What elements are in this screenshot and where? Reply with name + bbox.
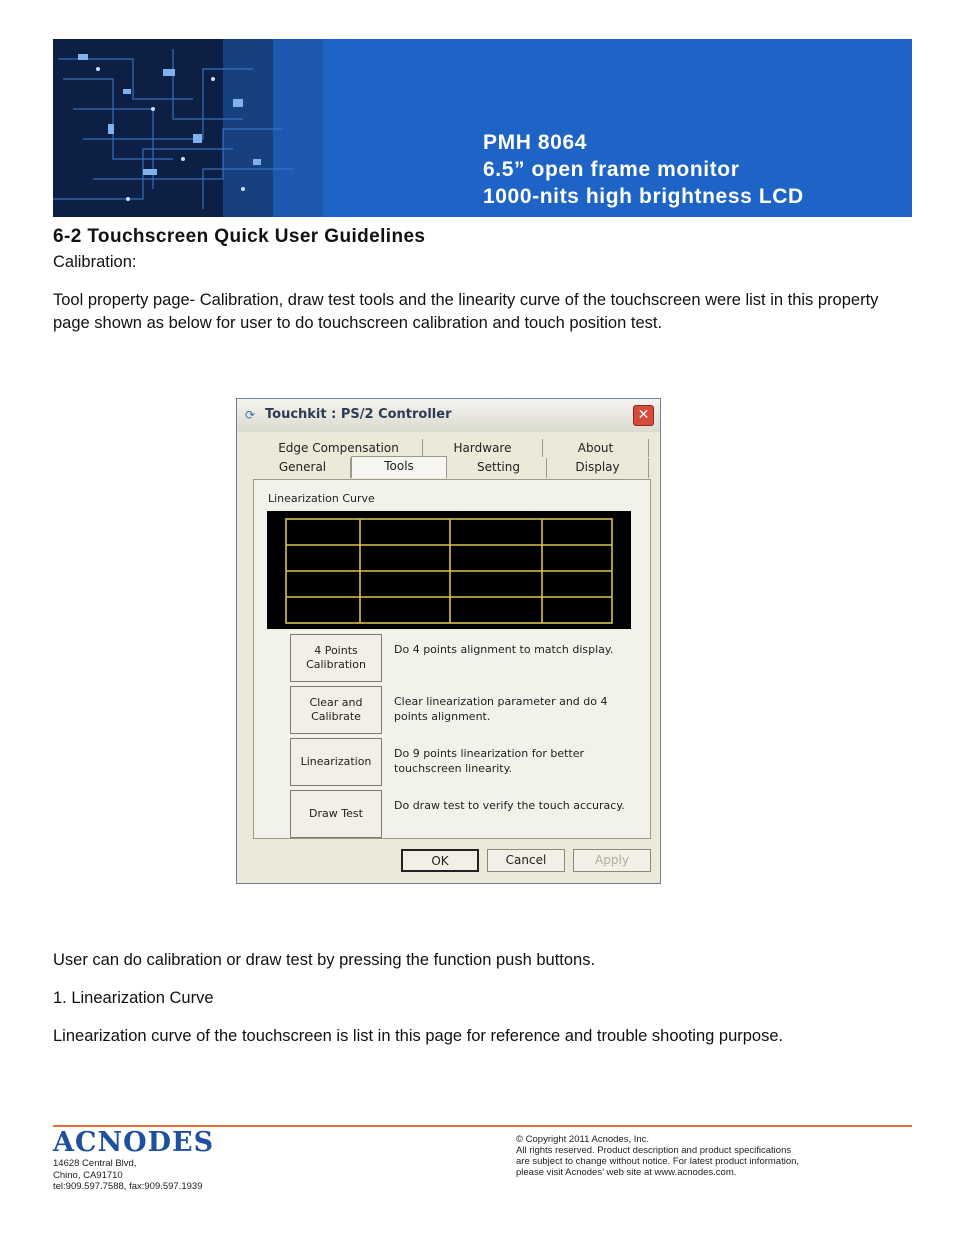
intro-paragraph: Tool property page- Calibration, draw test tools and the linearity curve of the touchscreen were list in this property page shown as below for user to do touchscreen calibration and touch position test. bbox=[53, 291, 879, 332]
tab-setting[interactable]: Setting bbox=[451, 458, 547, 478]
legal-line-1: © Copyright 2011 Acnodes, Inc. bbox=[516, 1134, 650, 1145]
legal-line-3: are subject to change without notice. For latest product information, bbox=[516, 1156, 800, 1167]
cancel-button[interactable]: Cancel bbox=[487, 849, 565, 872]
tab-about[interactable]: About bbox=[543, 439, 649, 457]
ok-button[interactable]: OK bbox=[401, 849, 479, 872]
four-points-calibration-button[interactable]: 4 Points Calibration bbox=[290, 634, 382, 682]
product-description: 6.5” open frame monitor bbox=[483, 158, 740, 181]
copyright-notice bbox=[516, 1134, 799, 1178]
address-line-2: Chino, CA91710 bbox=[53, 1169, 123, 1181]
linearization-grid bbox=[267, 511, 631, 629]
tab-tools[interactable]: Tools bbox=[351, 456, 447, 478]
tools-panel bbox=[253, 479, 651, 839]
close-button[interactable] bbox=[633, 405, 654, 426]
close-icon: ✕ bbox=[637, 407, 650, 423]
product-title-block bbox=[483, 129, 804, 210]
clear-and-calibrate-button[interactable]: Clear and Calibrate bbox=[290, 686, 382, 734]
product-feature: 1000-nits high brightness LCD bbox=[483, 185, 804, 208]
four-points-calibration-desc: Do 4 points alignment to match display. bbox=[394, 643, 614, 656]
company-address bbox=[53, 1158, 203, 1193]
address-line-1: 14628 Central Blvd, bbox=[53, 1158, 137, 1169]
apply-button[interactable]: Apply bbox=[573, 849, 651, 872]
linearization-curve-label: Linearization Curve bbox=[268, 492, 375, 505]
draw-test-desc: Do draw test to verify the touch accuracy. bbox=[394, 799, 625, 812]
linearization-button[interactable]: Linearization bbox=[290, 738, 382, 786]
linearization-curve-plot bbox=[267, 511, 631, 629]
clear-and-calibrate-desc: Clear linearization parameter and do 4 points alignment. bbox=[394, 695, 608, 723]
header-banner bbox=[53, 39, 912, 217]
product-model: PMH 8064 bbox=[483, 131, 588, 154]
tab-display[interactable]: Display bbox=[547, 458, 649, 478]
linearization-desc: Do 9 points linearization for better touchscreen linearity. bbox=[394, 747, 585, 775]
section-title: 6-2 Touchscreen Quick User Guidelines bbox=[53, 226, 426, 247]
body-paragraph-3: Linearization curve of the touchscreen is list in this page for reference and trouble shooting purpose. bbox=[53, 1027, 784, 1045]
legal-line-2: All rights reserved. Product description and product specifications bbox=[516, 1145, 792, 1156]
acnodes-logo: ACNODES bbox=[53, 1127, 215, 1158]
legal-line-4: please visit Acnodes’ web site at www.acnodes.com. bbox=[516, 1167, 737, 1178]
touchkit-app-icon: ⟳ bbox=[245, 408, 256, 422]
touchkit-dialog bbox=[236, 398, 661, 884]
tab-hardware[interactable]: Hardware bbox=[423, 439, 543, 457]
body-paragraph-2: 1. Linearization Curve bbox=[53, 989, 214, 1007]
dialog-titlebar bbox=[237, 399, 660, 432]
body-paragraph-1: User can do calibration or draw test by pressing the function push buttons. bbox=[53, 951, 596, 969]
draw-test-button[interactable]: Draw Test bbox=[290, 790, 382, 838]
tab-general[interactable]: General bbox=[255, 458, 351, 478]
address-line-3: tel:909.597.7588, fax:909.597.1939 bbox=[53, 1181, 203, 1192]
circuit-board-image bbox=[53, 39, 323, 217]
tab-edge-compensation[interactable]: Edge Compensation bbox=[255, 439, 423, 457]
dialog-title: Touchkit : PS/2 Controller bbox=[265, 407, 452, 422]
section-subtitle: Calibration: bbox=[53, 253, 137, 271]
